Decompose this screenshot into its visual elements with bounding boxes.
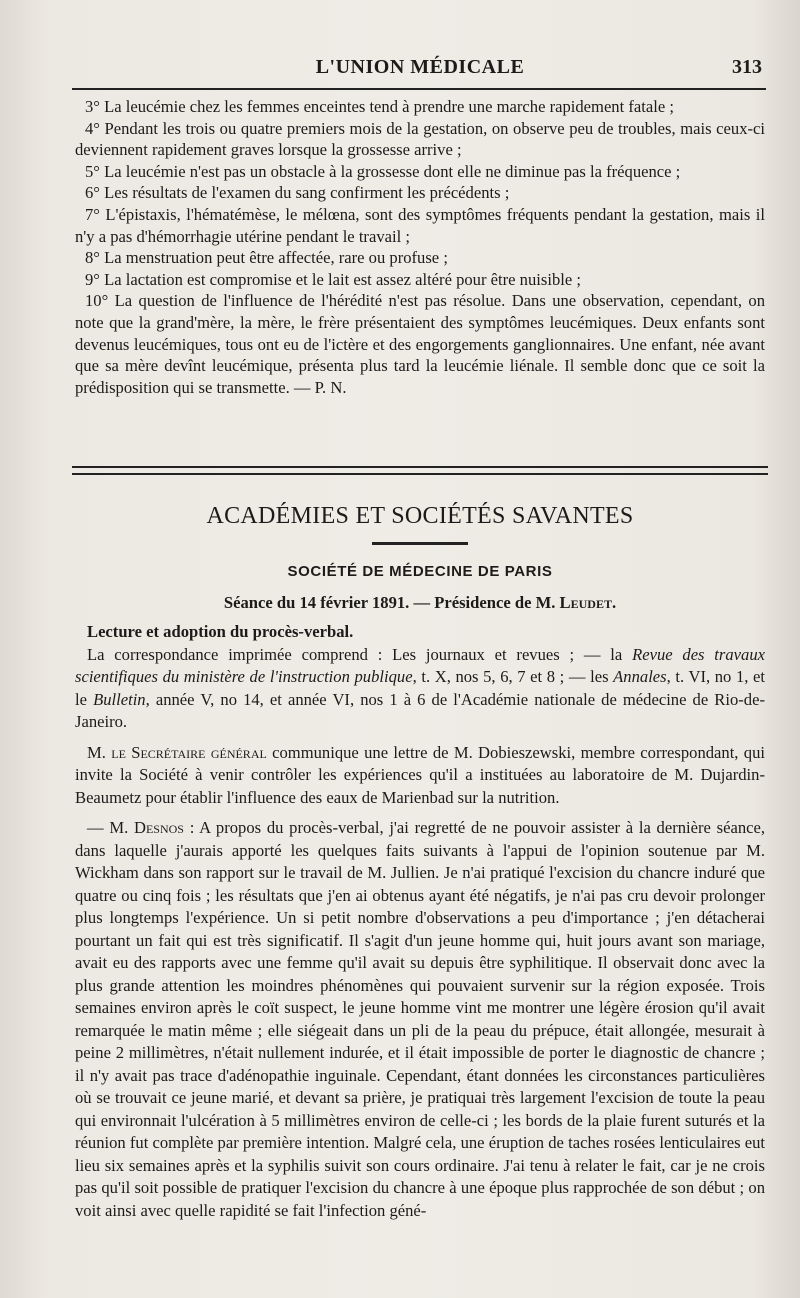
text-run: , année V, no 14, et année VI, nos 1 à 6 de l'Académie nationale de médecine de Rio-de-Janeiro. (75, 689, 765, 731)
paragraph-reading: Lecture et adoption du procès-verbal. (87, 622, 354, 641)
session-text: Séance du 14 février 1891. — Présidence de M. (223, 593, 560, 612)
paragraph-correspondence (75, 644, 765, 734)
speaker-name: M. le Secrétaire général (87, 742, 267, 762)
running-title: L'UNION MÉDICALE (315, 56, 525, 78)
italic-title: Revue des travaux scientifiques du ministère de l'instruction publique (75, 644, 765, 686)
text-run: , t. X, nos 5, 6, 7 et 8 ; — les (412, 667, 614, 686)
page-number: 313 (732, 56, 762, 78)
list-item: 5° La leucémie n'est pas un obstacle à la grossesse dont elle ne diminue pas la fréquence ; (85, 161, 681, 181)
page-header (72, 48, 768, 88)
list-item: 9° La lactation est compromise et le lait est assez altéré pour être nuisible ; (85, 269, 581, 289)
president-name: Leudet. (559, 593, 617, 612)
title-ornament-rule (372, 542, 468, 545)
list-item: 3° La leucémie chez les femmes enceintes tend à prendre une marche rapidement fatale ; (85, 97, 674, 116)
header-rule (72, 88, 766, 90)
list-item: 8° La menstruation peut être affectée, rare ou profuse ; (85, 248, 448, 268)
text-run: : A propos du procès-verbal, j'ai regretté de ne pouvoir assister à la dernière séance, dans laquelle j'aurais apporté les quelques faits suivants à l'appui de l'opinion soutenue par M. Wickham dans son rapport sur le travail de M. Jullien. Je n'ai pratiqué l'excision du chancre induré que quatre ou cinq fois ; les résultats que j'en ai obtenus ayant été négatifs, je n'ai pas cru devoir prolonger plus longtemps l'expérience. Un si petit nombre d'observations a peu d'importance ; j'en détacherai pourtant un fait qui est très significatif. Il s'agit d'un jeune homme qui, huit jours avant son mariage, avait eu des rapports avec une femme qu'il avait su depuis être syphilitique. Il observait donc avec la plus grande attention les moindres phénomènes qui pouvaient survenir sur la région exposée. Trois semaines environ après le coït suspect, le jeune homme vint me montrer une légère érosion qu'il avait remarquée le matin même ; elle siégeait dans un pli de la peau du prépuce, était allongée, mesurait à peine 2 millimètres, n'était nullement indurée, et il était impossible de porter le diagnostic de chancre ; il n'y avait pas trace d'adénopathie inguinale. Cependant, étant données les circonstances particulières où se trouvait ce jeune marié, et devant sa prière, je pratiquai très largement l'excision de toute la peau qui environnait l'ulcération à 5 millimètres environ de celle-ci ; les bords de la plaie furent suturés et la réunion fut complète par première intention. Malgré cela, une éruption de taches rosées lenticulaires eut lieu six semaines après et la syphilis suivit son cours ordinaire. J'ai tenu à relater le fait, car je ne crois pas qu'il soit possible de pratiquer l'excision du chancre à une époque plus rapprochée de son début ; on voit ainsi avec quelle rapidité se fait l'infection géné- (75, 818, 765, 1220)
text-run: — M. (87, 818, 134, 837)
session-line (72, 593, 768, 613)
text-run: La correspondance imprimée comprend : Les journaux et revues ; — la (87, 644, 633, 664)
list-item: 4° Pendant les trois ou quatre premiers mois de la gestation, on observe peu de troubles, mais ceux-ci deviennent rapidement graves lorsque la grossesse arrive ; (75, 118, 765, 160)
list-item: 6° Les résultats de l'examen du sang confirment les précédents ; (85, 183, 510, 203)
italic-title: Annales (613, 667, 667, 686)
paragraph-secretary (75, 742, 765, 810)
section-divider (72, 466, 768, 475)
conclusions-list (75, 96, 765, 398)
speaker-name: Desnos (133, 818, 184, 837)
italic-title: Bulletin (93, 689, 146, 709)
paragraph-desnos (75, 817, 765, 1222)
text-run: communique une lettre de M. Dobieszewski, membre correspondant, qui invite la Société à venir contrôler les expériences qu'il a instituées au laboratoire de M. Dujardin-Beaumetz pour établir l'influence des eaux de Marienbad sur la nutrition. (75, 742, 765, 807)
text-run: , t. VI, no 1, et le (75, 667, 766, 709)
section-title: ACADÉMIES ET SOCIÉTÉS SAVANTES (206, 503, 634, 529)
session-minutes (75, 621, 765, 1222)
society-name: SOCIÉTÉ DE MÉDECINE DE PARIS (287, 563, 553, 580)
list-item: 7° L'épistaxis, l'hématémèse, le mélœna, sont des symptômes fréquents pendant la gestation, mais il n'y a pas d'hémorrhagie utérine pendant le travail ; (75, 204, 765, 246)
list-item: 10° La question de l'influence de l'hérédité n'est pas résolue. Dans une observation, cependant, on note que la grand'mère, la mère, le frère présentaient des symptômes leucémiques. Deux enfants sont devenus leucémiques, tous ont eu de l'ictère et des engorgements ganglionnaires. Une enfant, née avant que sa mère devînt leucémique, présenta plus tard la leucémie liénale. Il semble donc que ce soit la prédisposition qui se transmette. — P. N. (75, 291, 765, 397)
